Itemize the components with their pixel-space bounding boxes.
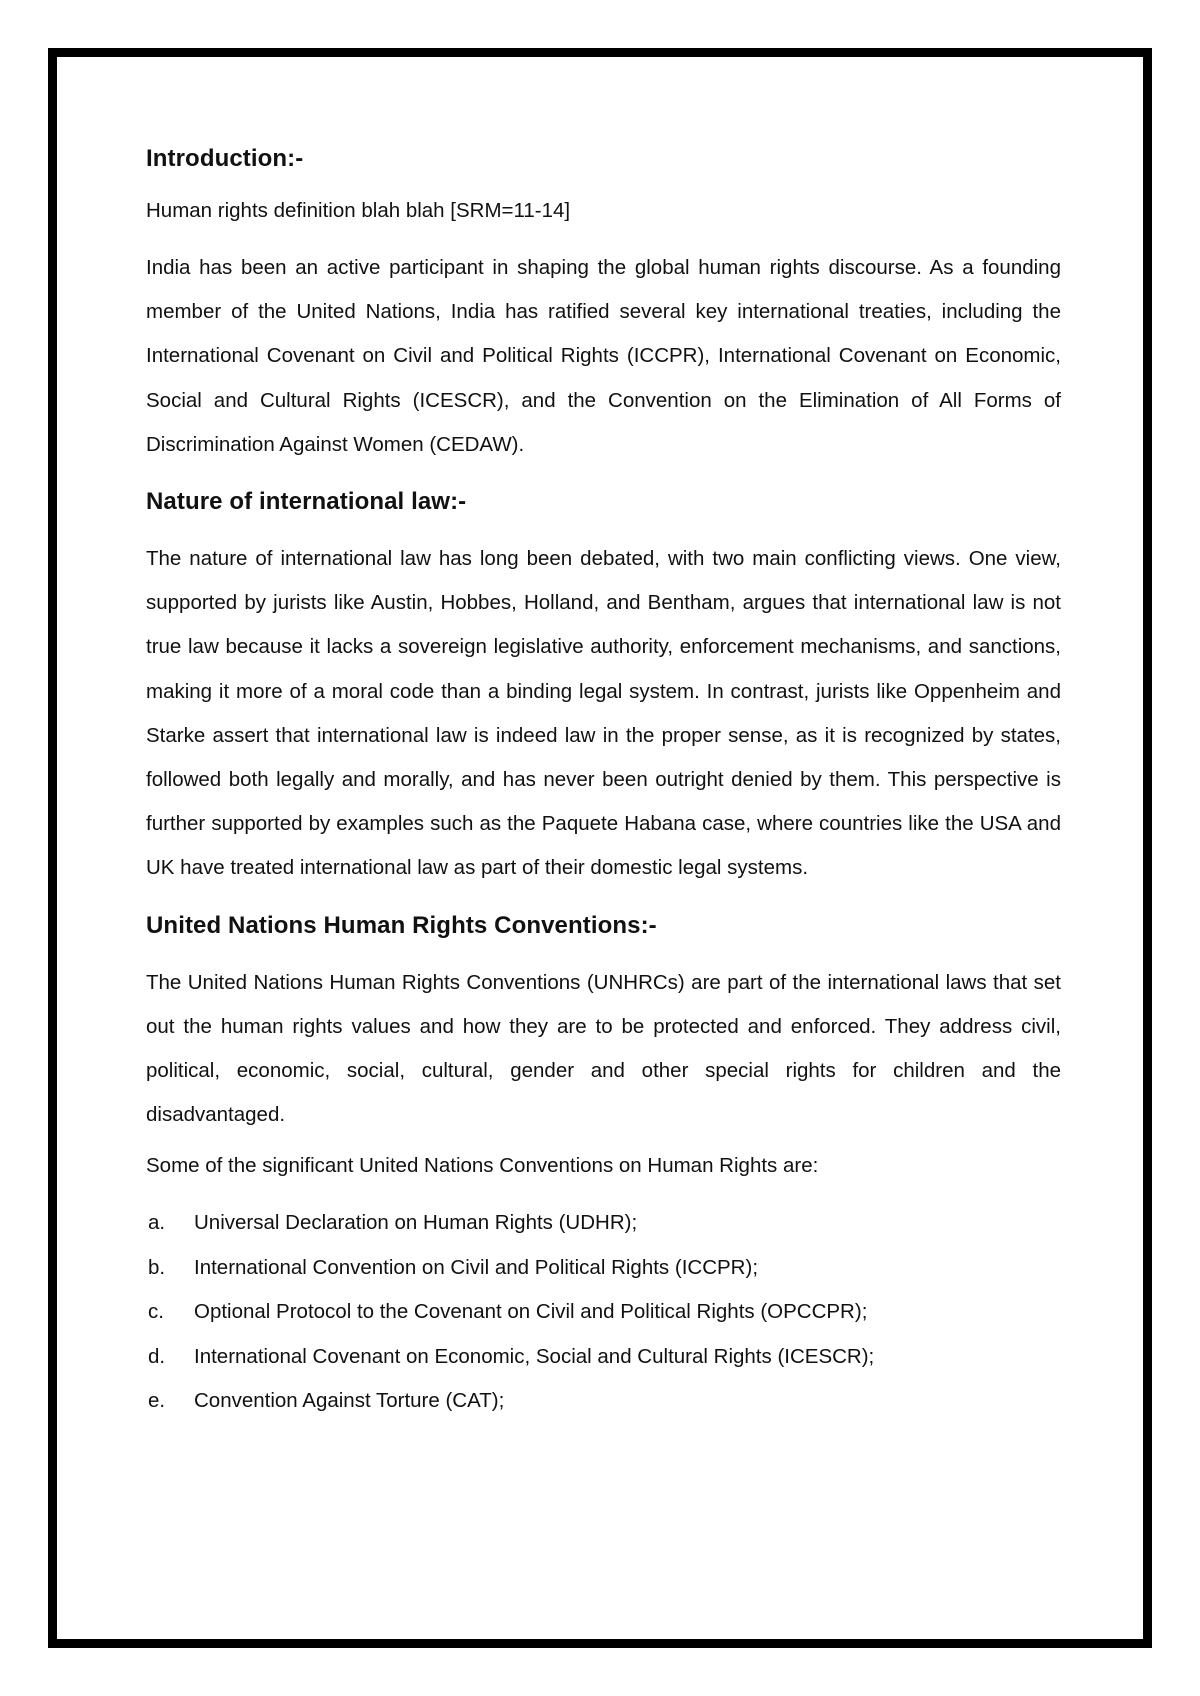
list-item-text: International Convention on Civil and Political Rights (ICCPR);	[194, 1255, 759, 1279]
nature-paragraph: The nature of international law has long been debated, with two main conflicting views. One view, supported by jurists like Austin, Hobbes, Holland, and Bentham, argues that international law is not true law because it lacks a sovereign legislative authority, enforcement mechanisms, and sanctions, making it more of a moral code than a binding legal system. In contrast, jurists like Oppenheim and Starke assert that international law is indeed law in the proper sense, as it is recognized by states, followed both legally and morally, and has never been outright denied by them. This perspective is further supported by examples such as the Paquete Habana case, where countries like the USA and UK have treated international law as part of their domestic legal systems.	[146, 547, 1061, 880]
list-item-text: Optional Protocol to the Covenant on Civil and Political Rights (OPCCPR);	[194, 1300, 868, 1324]
heading-introduction: Introduction:-	[146, 145, 304, 172]
list-item-text: Convention Against Torture (CAT);	[194, 1389, 505, 1413]
heading-un-human-rights-conventions: United Nations Human Rights Conventions:-	[146, 911, 657, 939]
heading-nature-of-international-law: Nature of international law:-	[146, 488, 467, 516]
intro-paragraph: India has been an active participant in shaping the global human rights discourse. As a founding member of the United Nations, India has ratified several key international treaties, including the International Covenant on Civil and Political Rights (ICCPR), International Covenant on Economic, Social and Cultural Rights (ICESCR), and the Convention on the Elimination of All Forms of Discrimination Against Women (CEDAW).	[146, 256, 1061, 456]
list-item	[146, 1335, 1061, 1380]
section-un-human-rights-conventions	[146, 909, 1061, 1424]
list-item	[146, 1246, 1061, 1291]
list-item	[146, 1379, 1061, 1424]
list-item-text: International Covenant on Economic, Social and Cultural Rights (ICESCR);	[194, 1344, 875, 1368]
list-marker: c.	[148, 1300, 164, 1324]
conventions-list	[146, 1201, 1061, 1424]
intro-definition-line: Human rights definition blah blah [SRM=11-14]	[146, 199, 571, 222]
list-item-text: Universal Declaration on Human Rights (UDHR);	[194, 1211, 638, 1235]
unhrc-list-intro: Some of the significant United Nations Conventions on Human Rights are:	[146, 1154, 819, 1178]
section-introduction	[146, 142, 1061, 467]
section-nature-of-international-law	[146, 485, 1061, 891]
list-item	[146, 1201, 1061, 1246]
list-marker: a.	[148, 1211, 166, 1235]
list-marker: e.	[148, 1389, 166, 1413]
list-marker: d.	[148, 1344, 166, 1368]
unhrc-paragraph: The United Nations Human Rights Conventions (UNHRCs) are part of the international laws that set out the human rights values and how they are to be protected and enforced. They address civil, political, economic, social, cultural, gender and other special rights for children and the disadvantaged.	[146, 970, 1061, 1127]
list-item	[146, 1290, 1061, 1335]
document-content	[146, 142, 1061, 1424]
list-marker: b.	[148, 1255, 166, 1279]
